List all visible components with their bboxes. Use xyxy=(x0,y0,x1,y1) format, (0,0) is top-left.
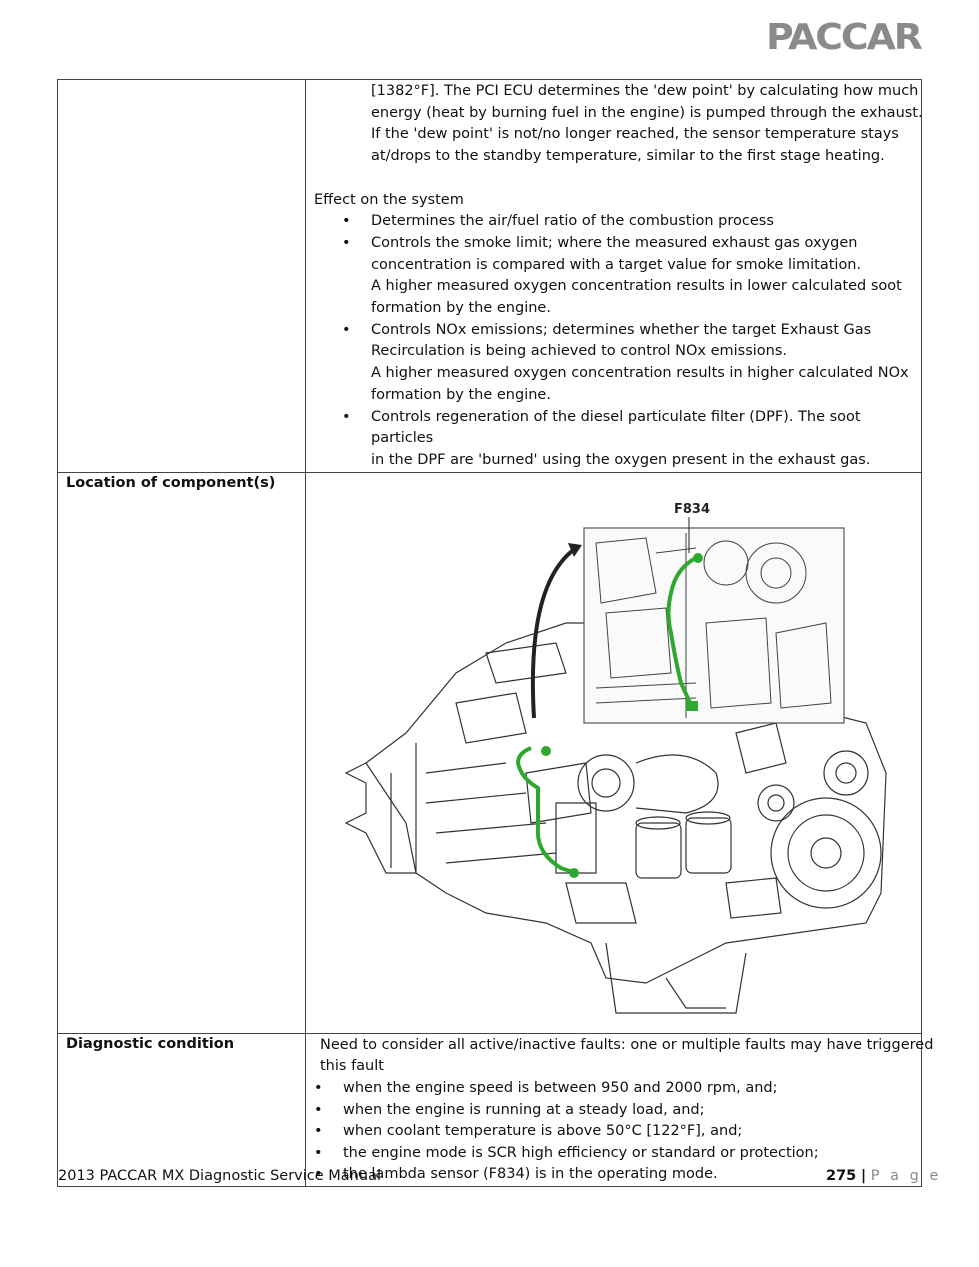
location-label: Location of component(s) xyxy=(58,472,306,1033)
effect-list xyxy=(306,211,921,471)
paccar-logo: PACCAR xyxy=(766,17,921,58)
page-number: 275 xyxy=(826,1168,857,1184)
paragraph-line: [1382°F]. The PCI ECU determines the 'dew point' by calculating how much xyxy=(371,83,919,99)
list-item: • the lambda sensor (F834) is in the operating mode. xyxy=(306,1164,921,1186)
harness-highlight-main xyxy=(518,748,576,873)
engine-figure xyxy=(306,473,938,1033)
engine-illustration xyxy=(306,473,938,1033)
effect-heading: Effect on the system xyxy=(314,191,464,208)
table-row-diagnostic xyxy=(58,1033,922,1186)
table-row-description xyxy=(58,80,922,473)
list-item: • Determines the air/fuel ratio of the combustion process xyxy=(306,211,921,233)
diagnostic-label: Diagnostic condition xyxy=(58,1033,306,1186)
list-item: • the engine mode is SCR high efficiency or standard or protection; xyxy=(306,1143,921,1165)
diagnostic-table xyxy=(57,79,934,1187)
inset-frame xyxy=(584,528,844,723)
paragraph-line: at/drops to the standby temperature, similar to the first stage heating. xyxy=(371,148,885,165)
paragraph-line: energy (heat by burning fuel in the engine) is pumped through the exhaust. xyxy=(371,104,923,121)
paragraph-line: If the 'dew point' is not/no longer reached, the sensor temperature stays xyxy=(371,126,899,143)
empty-label-cell xyxy=(58,80,306,473)
footer-page xyxy=(826,1168,941,1184)
intro-line: Need to consider all active/inactive faults: one or multiple faults may have triggered xyxy=(320,1036,934,1053)
description-cell xyxy=(306,80,922,473)
table-row-location xyxy=(58,472,922,1033)
list-item: • Controls the smoke limit; where the measured exhaust gas oxygen concentration is compared with a target value for smoke limitation. A higher measured oxygen concentration results in lower calculated soot formation by the engine. xyxy=(306,233,921,320)
footer-title: 2013 PACCAR MX Diagnostic Service Manual xyxy=(58,1168,381,1184)
list-item: • Controls regeneration of the diesel particulate filter (DPF). The soot particles in the DPF are 'burned' using the oxygen present in the exhaust gas. xyxy=(306,407,921,472)
diagnostic-cell xyxy=(306,1033,934,1186)
page-word: P a g e xyxy=(870,1168,942,1184)
figure-cell xyxy=(306,472,922,1033)
intro-line: this fault xyxy=(320,1058,384,1075)
list-item: • when coolant temperature is above 50°C [122°F], and; xyxy=(306,1121,921,1143)
list-item: • when the engine is running at a steady load, and; xyxy=(306,1100,921,1122)
figure-callout-label: F834 xyxy=(674,501,711,517)
list-item: • Controls NOx emissions; determines whether the target Exhaust Gas Recirculation is being achieved to control NOx emissions. A higher measured oxygen concentration results in higher calculated NOx formation by the engine. xyxy=(306,320,921,407)
page-separator: | xyxy=(860,1168,867,1184)
list-item: • when the engine speed is between 950 and 2000 rpm, and; xyxy=(306,1078,921,1100)
callout-arrow xyxy=(533,548,576,718)
